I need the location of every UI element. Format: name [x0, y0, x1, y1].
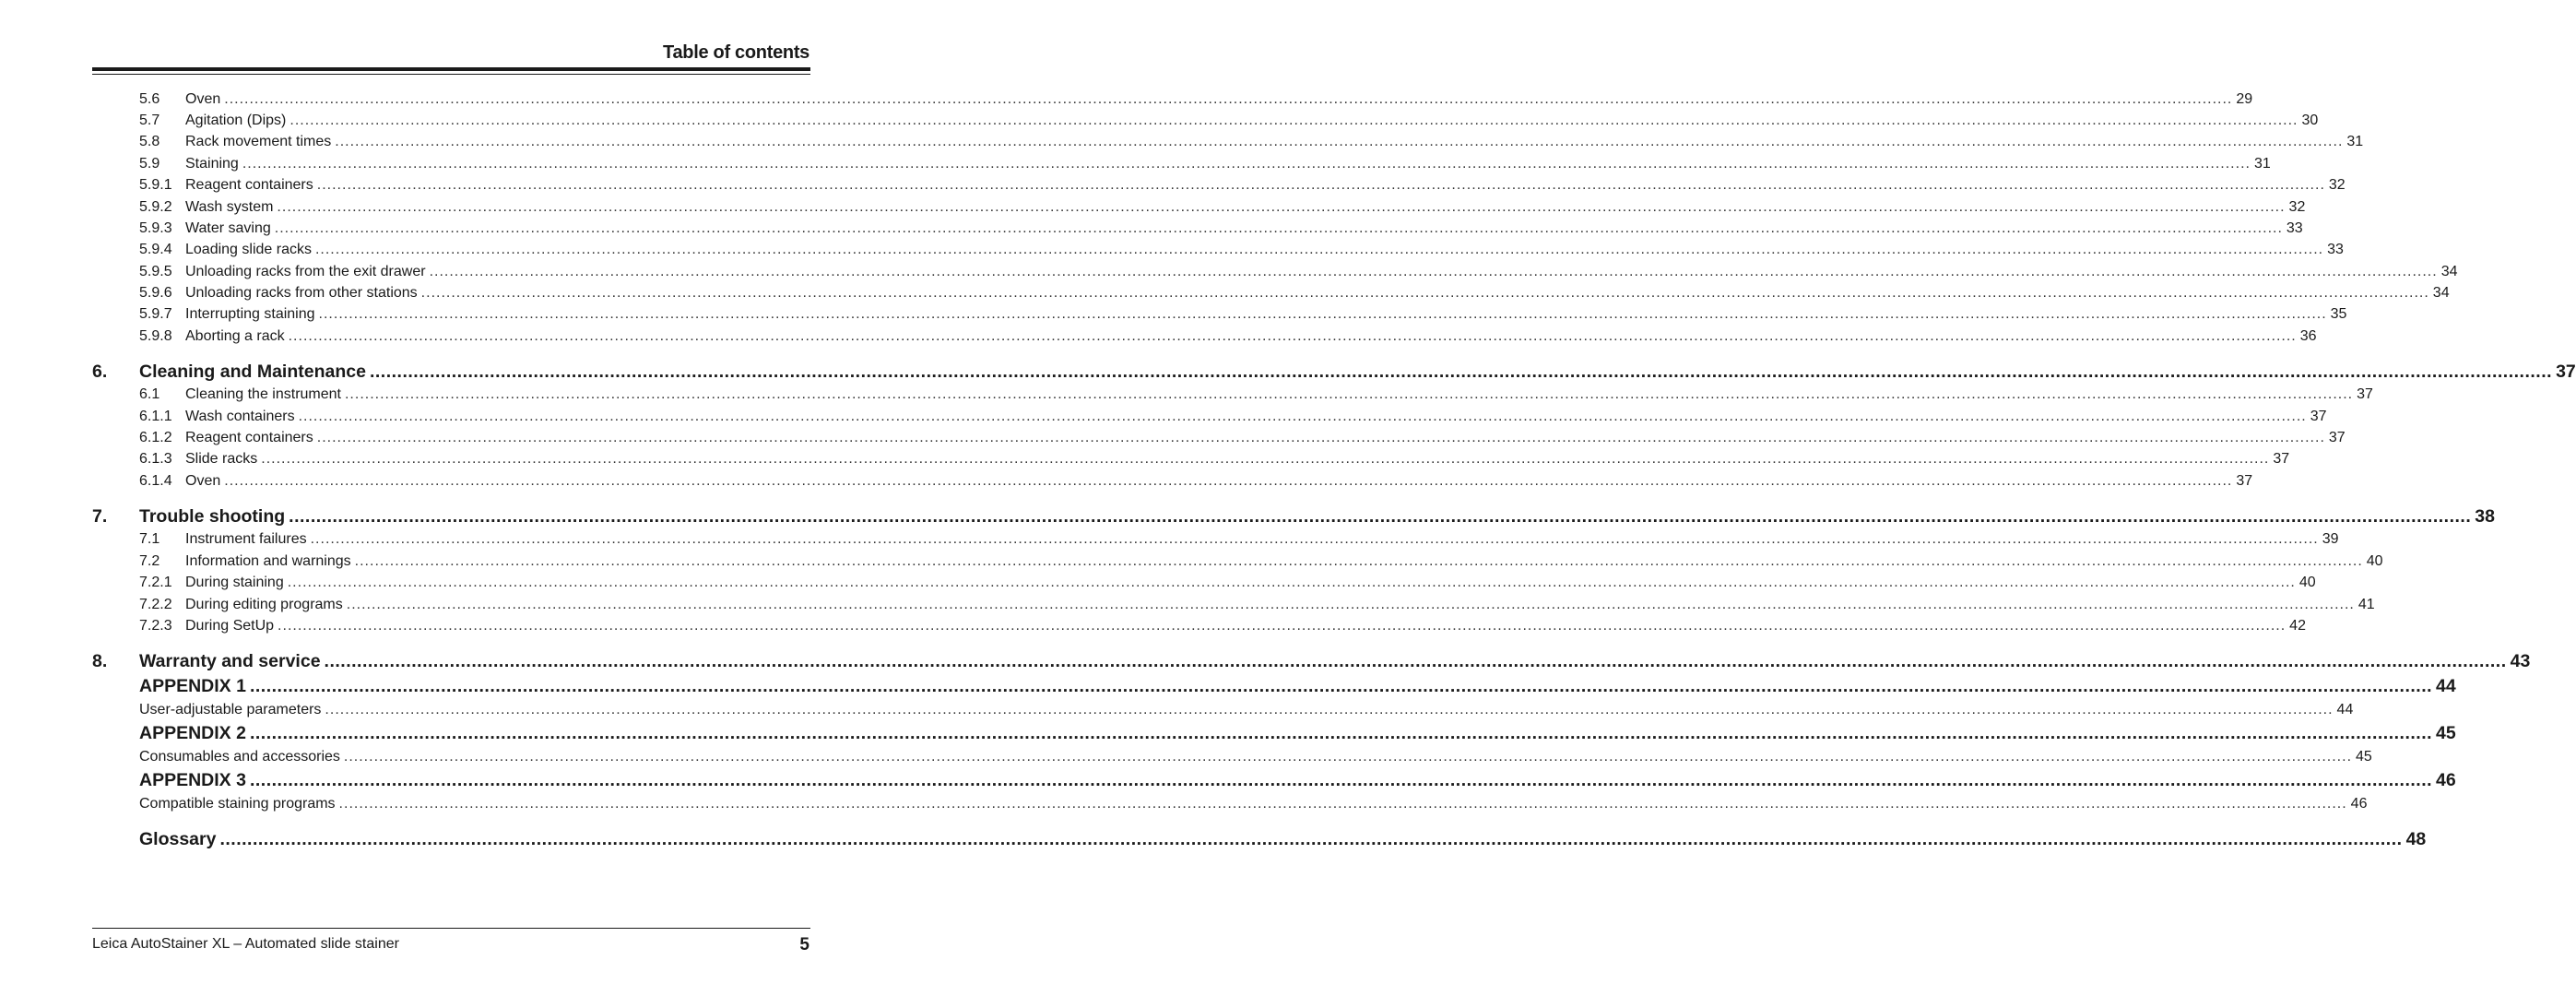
toc-entry-number: 6.1.4 — [139, 473, 172, 489]
toc-entry-label: Trouble shooting — [139, 506, 286, 527]
toc-entry-label: Reagent containers — [185, 430, 313, 445]
toc-section-entry[interactable] — [92, 575, 2316, 593]
toc-entry-label: Rack movement times — [185, 134, 332, 149]
toc-dot-leader: ................................................................................................................................................................................................................................................................................................................................................................................................................ — [335, 134, 2344, 149]
footer-document-title: Leica AutoStainer XL – Automated slide stainer — [92, 936, 399, 952]
toc-entry-page-number: 33 — [2327, 242, 2344, 257]
toc-entry-page-number: 30 — [2301, 113, 2319, 128]
toc-section-entry[interactable] — [92, 91, 2253, 110]
toc-entry-label: Unloading racks from the exit drawer — [185, 264, 426, 279]
page-header-title: Table of contents — [663, 42, 809, 63]
toc-entry-label: APPENDIX 2 — [139, 723, 246, 743]
toc-entry-label: Oven — [185, 91, 221, 107]
toc-entry-number: 5.9.4 — [139, 242, 172, 257]
toc-entry-page-number: 31 — [2346, 134, 2364, 149]
toc-entry-page-number: 41 — [2357, 597, 2375, 612]
toc-entry-label: Consumables and accessories — [139, 749, 340, 765]
toc-dot-leader: ................................................................................................................................................................................................................................................................................................................................................................................................................ — [354, 553, 2363, 569]
toc-entry-label: Reagent containers — [185, 177, 313, 193]
toc-entry-page-number: 37 — [2328, 430, 2346, 445]
toc-section-entry[interactable] — [92, 386, 2373, 405]
toc-entry-number: 7. — [92, 506, 108, 527]
toc-dot-leader: ................................................................................................................................................................................................................................................................................................................................................................................................................ — [298, 409, 2307, 424]
toc-entry-page-number: 44 — [2336, 702, 2354, 717]
toc-entry-label: During editing programs — [185, 597, 343, 612]
toc-entry-number: 5.6 — [139, 91, 160, 107]
toc-dot-leader: ................................................................................................................................................................................................................................................................................................................................................................................................................ — [287, 575, 2296, 590]
toc-entry-number: 5.7 — [139, 113, 160, 128]
toc-chapter-entry[interactable] — [92, 829, 2427, 851]
toc-entry-page-number: 42 — [2289, 618, 2306, 634]
toc-entry-number: 5.9.7 — [139, 306, 172, 322]
header-rule-thick — [92, 67, 810, 71]
toc-entry-label: Aborting a rack — [185, 328, 285, 344]
toc-entry-page-number: 37 — [2273, 451, 2290, 467]
toc-section-entry[interactable] — [92, 618, 2306, 636]
toc-entry-number: 7.2.1 — [139, 575, 172, 590]
toc-entry-label: Cleaning and Maintenance — [139, 362, 366, 382]
toc-dot-leader: ................................................................................................................................................................................................................................................................................................................................................................................................................ — [344, 386, 2354, 402]
toc-entry-page-number: 37 — [2556, 362, 2576, 382]
toc-entry-number: 7.2.2 — [139, 597, 172, 612]
toc-entry-number: 5.9.1 — [139, 177, 172, 193]
toc-section-entry[interactable] — [92, 473, 2253, 492]
toc-section-entry[interactable] — [92, 134, 2364, 152]
toc-entry-page-number: 37 — [2236, 473, 2253, 489]
toc-entry-page-number: 31 — [2253, 156, 2271, 172]
toc-entry-page-number: 37 — [2310, 409, 2327, 424]
toc-dot-leader: ................................................................................................................................................................................................................................................................................................................................................................................................................ — [242, 156, 2251, 172]
toc-entry-label: Unloading racks from other stations — [185, 285, 418, 301]
toc-entry-page-number: 46 — [2436, 770, 2456, 790]
toc-entry-page-number: 40 — [2298, 575, 2316, 590]
toc-entry-number: 6.1 — [139, 386, 160, 402]
toc-section-entry[interactable] — [92, 199, 2306, 218]
toc-entry-label: Slide racks — [185, 451, 258, 467]
toc-entry-page-number: 37 — [2357, 386, 2373, 402]
toc-chapter-entry[interactable] — [92, 506, 2495, 528]
toc-dot-leader: ................................................................................................................................................................................................................................................................................................................................................................................................................ — [249, 770, 2433, 790]
toc-entry-number: 5.9.5 — [139, 264, 172, 279]
toc-entry-label: Water saving — [185, 220, 271, 236]
toc-entry-number: 5.9 — [139, 156, 160, 172]
toc-dot-leader: ................................................................................................................................................................................................................................................................................................................................................................................................................ — [316, 177, 2325, 193]
toc-chapter-entry[interactable] — [92, 723, 2456, 745]
toc-entry-number: 5.9.2 — [139, 199, 172, 215]
toc-dot-leader: ................................................................................................................................................................................................................................................................................................................................................................................................................ — [219, 829, 2403, 849]
toc-dot-leader: ................................................................................................................................................................................................................................................................................................................................................................................................................ — [224, 91, 2233, 107]
toc-section-entry[interactable] — [92, 702, 2354, 720]
toc-entry-number: 5.9.3 — [139, 220, 172, 236]
toc-section-entry[interactable] — [92, 264, 2458, 282]
toc-entry-page-number: 34 — [2440, 264, 2458, 279]
toc-entry-page-number: 40 — [2366, 553, 2383, 569]
toc-chapter-entry[interactable] — [92, 676, 2456, 698]
toc-entry-page-number: 48 — [2405, 829, 2427, 849]
toc-entry-label: Loading slide racks — [185, 242, 312, 257]
toc-entry-label: APPENDIX 3 — [139, 770, 246, 790]
toc-section-entry[interactable] — [92, 328, 2317, 347]
toc-entry-page-number: 44 — [2436, 676, 2456, 696]
toc-entry-label: Wash containers — [185, 409, 295, 424]
toc-entry-page-number: 36 — [2299, 328, 2317, 344]
toc-entry-label: Glossary — [139, 829, 217, 849]
toc-section-entry[interactable] — [92, 531, 2339, 550]
toc-dot-leader: ................................................................................................................................................................................................................................................................................................................................................................................................................ — [249, 676, 2433, 696]
toc-entry-page-number: 32 — [2288, 199, 2306, 215]
toc-dot-leader: ................................................................................................................................................................................................................................................................................................................................................................................................................ — [343, 749, 2353, 765]
toc-section-entry[interactable] — [92, 113, 2319, 131]
toc-entry-number: 6. — [92, 362, 108, 382]
toc-entry-number: 7.2 — [139, 553, 160, 569]
toc-dot-leader: ................................................................................................................................................................................................................................................................................................................................................................................................................ — [324, 651, 2507, 671]
toc-entry-number: 6.1.2 — [139, 430, 172, 445]
toc-entry-number: 7.2.3 — [139, 618, 172, 634]
toc-section-entry[interactable] — [92, 749, 2372, 767]
toc-dot-leader: ................................................................................................................................................................................................................................................................................................................................................................................................................ — [314, 242, 2324, 257]
toc-dot-leader: ................................................................................................................................................................................................................................................................................................................................................................................................................ — [338, 796, 2347, 812]
footer-rule — [92, 928, 810, 929]
toc-entry-page-number: 34 — [2432, 285, 2450, 301]
toc-entry-page-number: 39 — [2322, 531, 2339, 547]
toc-entry-label: During staining — [185, 575, 284, 590]
toc-dot-leader: ................................................................................................................................................................................................................................................................................................................................................................................................................ — [277, 199, 2286, 215]
toc-entry-page-number: 38 — [2475, 506, 2495, 527]
toc-entry-label: Wash system — [185, 199, 274, 215]
toc-dot-leader: ................................................................................................................................................................................................................................................................................................................................................................................................................ — [420, 285, 2429, 301]
toc-entry-label: Oven — [185, 473, 221, 489]
toc-dot-leader: ................................................................................................................................................................................................................................................................................................................................................................................................................ — [310, 531, 2319, 547]
toc-entry-page-number: 32 — [2328, 177, 2346, 193]
toc-entry-number: 5.8 — [139, 134, 160, 149]
toc-entry-page-number: 35 — [2330, 306, 2347, 322]
toc-section-entry[interactable] — [92, 177, 2346, 196]
toc-entry-label: Cleaning the instrument — [185, 386, 341, 402]
toc-dot-leader: ................................................................................................................................................................................................................................................................................................................................................................................................................ — [290, 113, 2298, 128]
toc-dot-leader: ................................................................................................................................................................................................................................................................................................................................................................................................................ — [278, 618, 2286, 634]
toc-section-entry[interactable] — [92, 242, 2344, 260]
toc-entry-label: Warranty and service — [139, 651, 321, 671]
toc-entry-number: 6.1.3 — [139, 451, 172, 467]
toc-section-entry[interactable] — [92, 409, 2327, 427]
toc-dot-leader: ................................................................................................................................................................................................................................................................................................................................................................................................................ — [261, 451, 2270, 467]
toc-section-entry[interactable] — [92, 597, 2375, 615]
toc-entry-label: Information and warnings — [185, 553, 351, 569]
toc-dot-leader: ................................................................................................................................................................................................................................................................................................................................................................................................................ — [429, 264, 2438, 279]
toc-dot-leader: ................................................................................................................................................................................................................................................................................................................................................................................................................ — [274, 220, 2283, 236]
toc-entry-number: 7.1 — [139, 531, 160, 547]
toc-dot-leader: ................................................................................................................................................................................................................................................................................................................................................................................................................ — [318, 306, 2327, 322]
toc-entry-label: User-adjustable parameters — [139, 702, 322, 717]
toc-section-entry[interactable] — [92, 285, 2450, 303]
toc-section-entry[interactable] — [92, 220, 2303, 239]
footer-page-number: 5 — [799, 935, 809, 954]
toc-section-entry[interactable] — [92, 796, 2368, 814]
toc-entry-label: APPENDIX 1 — [139, 676, 246, 696]
toc-section-entry[interactable] — [92, 553, 2383, 572]
toc-entry-number: 5.9.6 — [139, 285, 172, 301]
toc-dot-leader: ................................................................................................................................................................................................................................................................................................................................................................................................................ — [249, 723, 2433, 743]
toc-chapter-entry[interactable] — [92, 770, 2456, 792]
toc-entry-page-number: 45 — [2356, 749, 2372, 765]
toc-section-entry[interactable] — [92, 156, 2271, 174]
toc-section-entry[interactable] — [92, 306, 2347, 325]
toc-entry-label: Compatible staining programs — [139, 796, 336, 812]
toc-entry-number: 8. — [92, 651, 108, 671]
toc-entry-label: Staining — [185, 156, 239, 172]
toc-entry-label: Agitation (Dips) — [185, 113, 287, 128]
header-rule-thin — [92, 74, 810, 75]
toc-entry-label: Instrument failures — [185, 531, 307, 547]
toc-entry-number: 6.1.1 — [139, 409, 172, 424]
toc-section-entry[interactable] — [92, 451, 2290, 469]
toc-chapter-entry[interactable] — [92, 362, 2576, 384]
toc-entry-label: During SetUp — [185, 618, 275, 634]
toc-entry-page-number: 43 — [2510, 651, 2531, 671]
toc-dot-leader: ................................................................................................................................................................................................................................................................................................................................................................................................................ — [224, 473, 2233, 489]
toc-dot-leader: ................................................................................................................................................................................................................................................................................................................................................................................................................ — [369, 362, 2553, 382]
toc-section-entry[interactable] — [92, 430, 2346, 448]
toc-dot-leader: ................................................................................................................................................................................................................................................................................................................................................................................................................ — [346, 597, 2355, 612]
toc-dot-leader: ................................................................................................................................................................................................................................................................................................................................................................................................................ — [316, 430, 2325, 445]
toc-entry-page-number: 33 — [2286, 220, 2303, 236]
toc-dot-leader: ................................................................................................................................................................................................................................................................................................................................................................................................................ — [325, 702, 2334, 717]
toc-entry-page-number: 29 — [2236, 91, 2253, 107]
toc-dot-leader: ................................................................................................................................................................................................................................................................................................................................................................................................................ — [288, 328, 2297, 344]
toc-entry-page-number: 46 — [2350, 796, 2368, 812]
toc-chapter-entry[interactable] — [92, 651, 2531, 673]
toc-entry-number: 5.9.8 — [139, 328, 172, 344]
toc-entry-label: Interrupting staining — [185, 306, 315, 322]
toc-dot-leader: ................................................................................................................................................................................................................................................................................................................................................................................................................ — [289, 506, 2472, 527]
toc-entry-page-number: 45 — [2436, 723, 2456, 743]
